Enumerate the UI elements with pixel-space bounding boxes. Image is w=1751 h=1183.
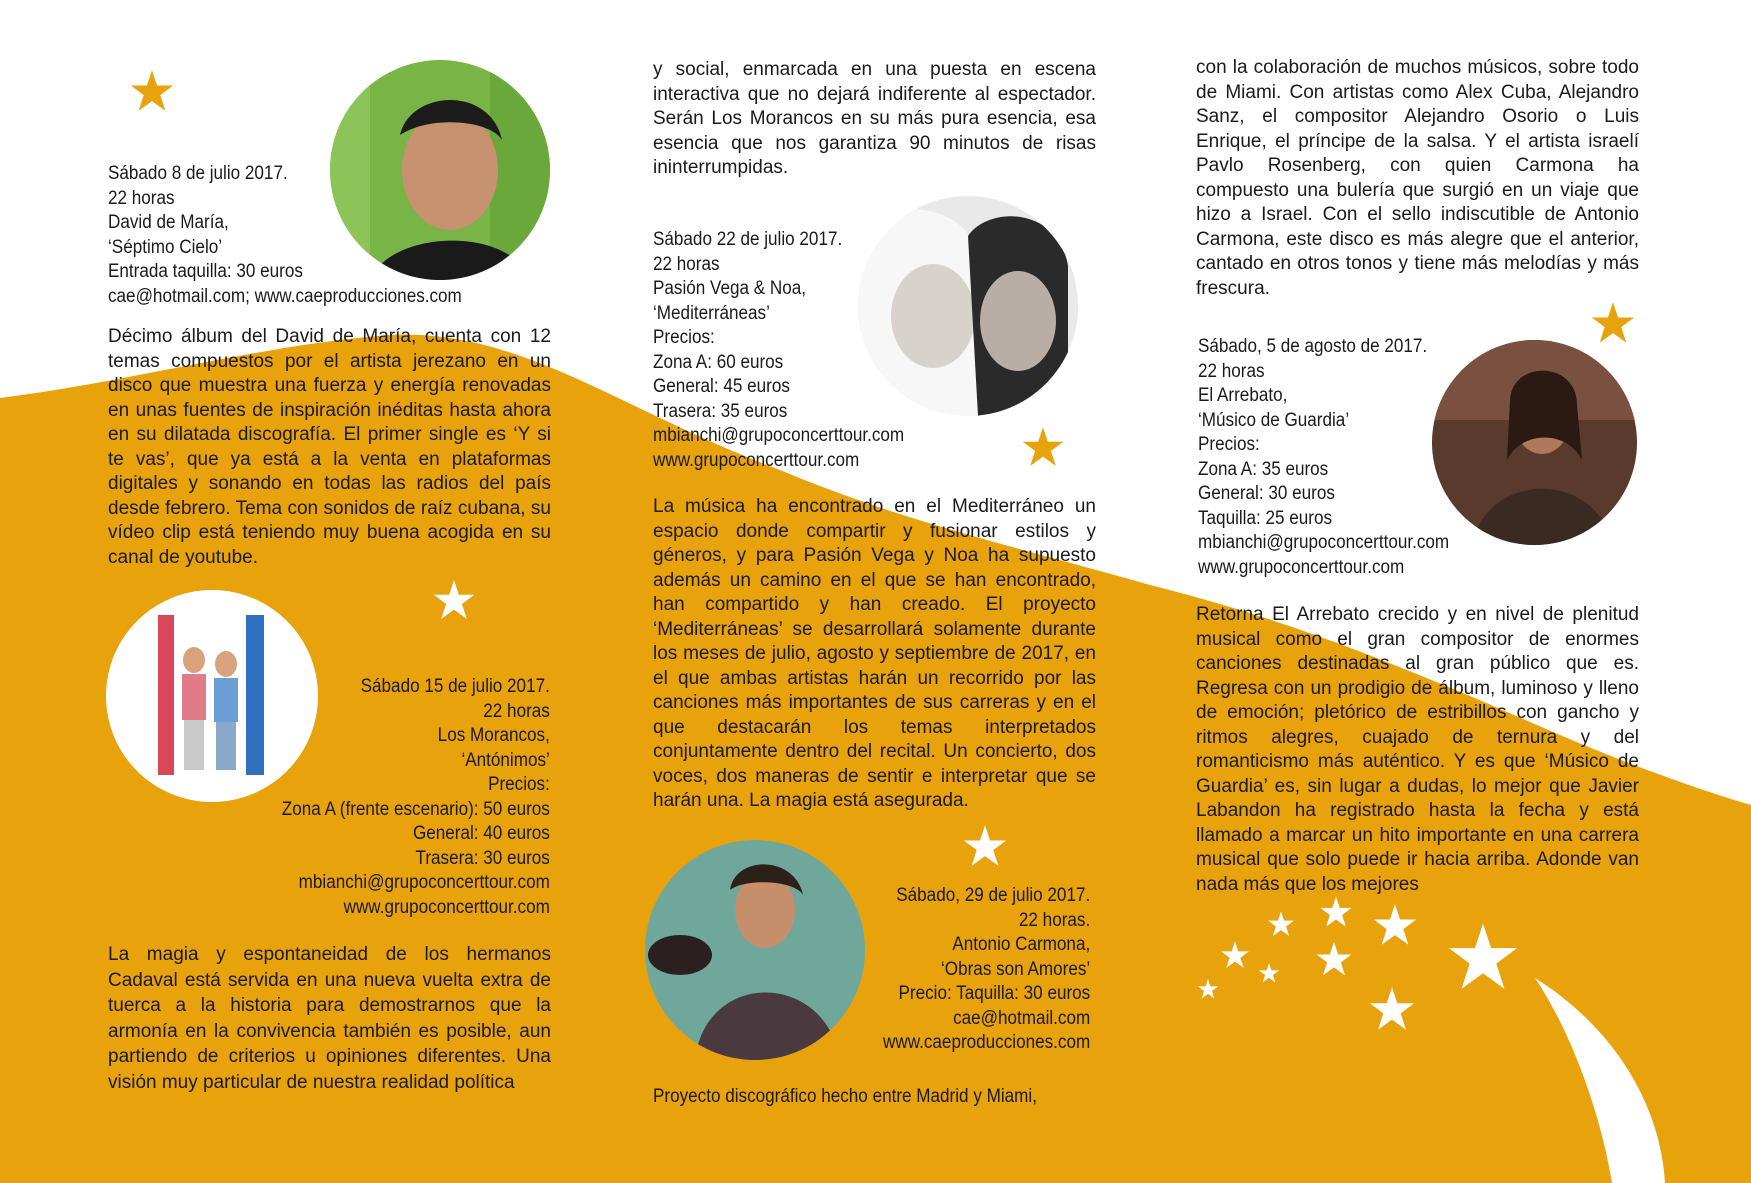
star-icon — [1258, 962, 1280, 984]
star-icon — [1319, 895, 1353, 929]
event-time: 22 horas. — [1018, 909, 1090, 931]
description-line: Proyecto discográfico hecho entre Madrid y Miami, — [653, 1086, 1037, 1107]
event-show: ‘Obras son Amores’ — [940, 958, 1090, 980]
event-web: www.grupoconcerttour.com — [653, 449, 860, 471]
event-artist: Los Morancos, — [437, 725, 550, 746]
event-time: 22 horas — [1198, 360, 1265, 382]
event-david-de-maria-description: Décimo álbum del David de María, cuenta con 12 temas compuestos por el artista jerezano en un disco que muestra una fuerza y energía renovadas en unas fuentes de inspiración inéditas hasta ahora en su dilatada discografía. El primer single es ‘Y si te vas’, que ya está a la venta en plataformas digitales y sonando en todas las radios del país desde febrero. Tema con sonidos de raíz cubana, su vídeo clip está teniendo muy buena acogida en su canal de youtube. — [108, 326, 551, 568]
event-time: 22 horas — [653, 253, 720, 275]
event-email: mbianchi@grupoconcerttour.com — [298, 872, 550, 893]
event-el-arrebato-info — [1198, 335, 1449, 580]
event-time: 22 horas — [483, 700, 550, 722]
event-price: Precio: Taquilla: 30 euros — [898, 983, 1090, 1004]
event-date: Sábado 15 de julio 2017. — [360, 676, 550, 697]
star-icon — [129, 68, 175, 114]
star-icon — [1197, 978, 1219, 1000]
photo-antonio-carmona — [645, 840, 865, 1060]
event-prices-label: Precios: — [488, 774, 550, 795]
event-artist: Pasión Vega & Noa, — [653, 278, 807, 299]
event-web: www.caeproducciones.com — [882, 1032, 1090, 1053]
star-icon — [1372, 902, 1418, 948]
event-show: ‘Mediterráneas’ — [653, 302, 770, 324]
event-contact: cae@hotmail.com; www.caeproducciones.com — [108, 285, 462, 307]
event-los-morancos-description-cont: y social, enmarcada en una puesta en escena interactiva que no dejará indiferente al espectador. Serán Los Morancos en su más pura esencia, esa esencia que nos garantiza 90 minutos de risas ininterrumpidas. — [653, 59, 1096, 178]
event-pasion-vega-noa-description: La música ha encontrado en el Mediterráneo un espacio donde compartir y fusionar estilos y géneros, y para Pasión Vega y Noa ha supuesto además un camino en el que se han encontrado, han compartido y han creado. El proyecto ‘Mediterráneas’ se desarrollará solamente durante los meses de julio, agosto y septiembre de 2017, en el que ambas artistas harán un recorrido por las canciones más importantes de sus carreras y en el que destacarán los temas interpretados conjuntamente dentro del recital. Un concierto, dos voces, dos maneras de sentir e interpretar que se harán una. La magia está asegurada. — [653, 496, 1096, 811]
event-show: ‘Músico de Guardia’ — [1198, 409, 1350, 431]
event-date: Sábado 8 de julio 2017. — [108, 163, 288, 184]
event-time: 22 horas — [108, 187, 175, 209]
star-icon — [1021, 425, 1065, 469]
star-icon — [962, 823, 1008, 869]
event-pasion-vega-noa-info — [653, 228, 904, 473]
star-icon — [1315, 940, 1353, 978]
star-icon — [1590, 300, 1636, 346]
event-antonio-carmona-description-cont: con la colaboración de muchos músicos, sobre todo de Miami. Con artistas como Alex Cuba, Alejandro Sanz, el compositor Alejandro Osorio o Luis Enrique, el príncipe de la salsa. Y el artista israelí Pavlo Rosenberg, con quien Carmona ha compuesto una bulería que surgió en un viaje que hizo a Israel. Con el sello indiscutible de Antonio Carmona, este disco es más alegre que el anterior, cantado en otros tonos y tiene más melodías y más frescura. — [1196, 57, 1639, 299]
event-price-a: Zona A: 35 euros — [1198, 458, 1329, 480]
event-price: Entrada taquilla: 30 euros — [108, 261, 303, 282]
event-price-c: Trasera: 30 euros — [415, 847, 550, 869]
event-price-c: Trasera: 35 euros — [653, 400, 788, 422]
event-price-c: Taquilla: 25 euros — [1198, 507, 1333, 529]
event-price-a: Zona A (frente escenario): 50 euros — [281, 798, 550, 820]
star-icon — [432, 578, 476, 622]
event-price-a: Zona A: 60 euros — [653, 351, 784, 373]
event-web: www.grupoconcerttour.com — [1198, 556, 1405, 578]
event-date: Sábado, 5 de agosto de 2017. — [1198, 336, 1428, 357]
event-date: Sábado, 29 de julio 2017. — [896, 885, 1090, 906]
event-email: cae@hotmail.com — [952, 1007, 1090, 1029]
event-price-b: General: 45 euros — [653, 376, 790, 397]
star-icon — [1267, 910, 1295, 938]
star-icon — [1446, 920, 1520, 994]
event-el-arrebato-description: Retorna El Arrebato crecido y en nivel de plenitud musical como el gran compositor de enormes canciones destinadas al gran público que es. Regresa con un prodigio de álbum, luminoso y lleno de emoción; pletórico de estribillos con gancho y ritmos alegres, cuajado de ternura y del romanticismo más auténtico. Y es que ‘Músico de Guardia’ es, sin lugar a dudas, lo mejor que Javier Labandon ha registrado hasta la fecha y está llamado a marcar un hito importante en una carrera musical que solo puede ir hacia arriba. Adonde van nada más que los mejores — [1196, 604, 1639, 895]
event-artist: El Arrebato, — [1198, 385, 1288, 406]
event-prices-label: Precios: — [653, 327, 715, 348]
event-los-morancos-description: La magia y espontaneidad de los hermanos Cadaval está servida en una nueva vuelta extra de tuerca a la historia para demostrarnos que la armonía en la convivencia también es posible, aun partiendo de criterios u opiniones diferentes. Una visión muy particular de nuestra realidad política — [108, 944, 551, 1093]
event-price-b: General: 40 euros — [413, 823, 550, 844]
event-web: www.grupoconcerttour.com — [343, 896, 550, 918]
event-david-de-maria-info — [108, 162, 462, 309]
event-price-b: General: 30 euros — [1198, 483, 1335, 504]
event-antonio-carmona-info — [883, 884, 1090, 1056]
photo-el-arrebato — [1432, 340, 1637, 545]
event-email: mbianchi@grupoconcerttour.com — [1198, 532, 1450, 553]
star-icon — [1220, 940, 1250, 970]
event-antonio-carmona-description — [653, 1085, 1037, 1110]
event-prices-label: Precios: — [1198, 434, 1260, 455]
event-los-morancos-info — [282, 675, 550, 920]
event-artist: David de María, — [108, 212, 229, 233]
event-show: ‘Séptimo Cielo’ — [108, 236, 223, 258]
event-artist: Antonio Carmona, — [952, 934, 1090, 955]
event-show: ‘Antónimos’ — [461, 749, 550, 771]
star-icon — [1368, 985, 1416, 1033]
event-email: mbianchi@grupoconcerttour.com — [653, 425, 905, 446]
event-date: Sábado 22 de julio 2017. — [653, 229, 843, 250]
